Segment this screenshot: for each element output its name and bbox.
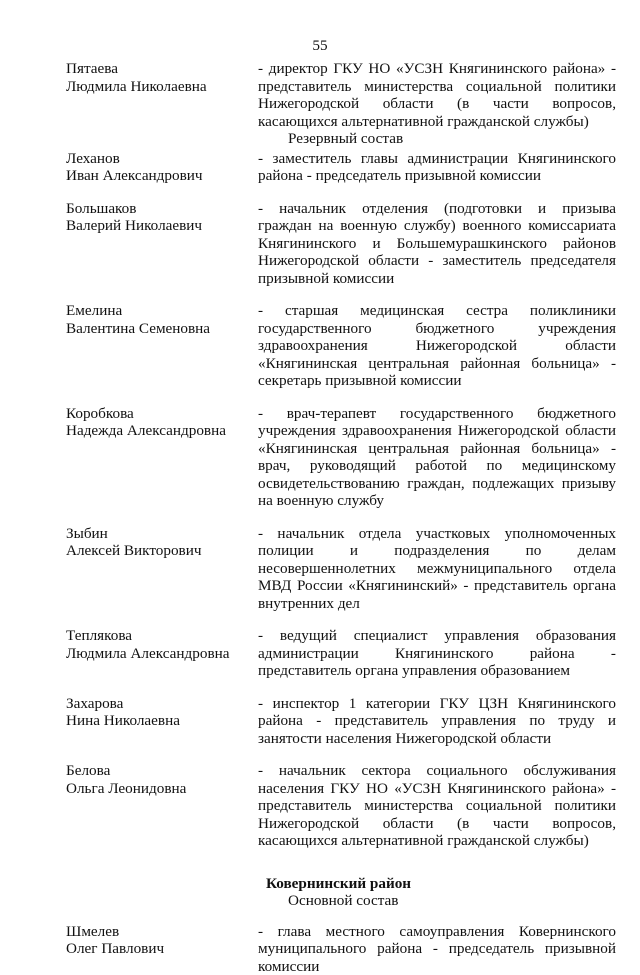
member-name	[66, 762, 258, 850]
member-given-names: Валентина Семеновна	[66, 320, 258, 338]
role-line: освидетельствованию граждан, подлежащих призыву	[258, 475, 616, 493]
role-line: несовершеннолетних межмуниципального отдела	[258, 560, 616, 578]
member-name	[66, 405, 258, 510]
role-line: граждан на военную службу) военного комиссариата	[258, 217, 616, 235]
role-line: Нижегородской области (в части вопросов,	[258, 95, 616, 113]
role-line: представитель министерства социальной политики	[258, 78, 616, 96]
role-line: комиссии	[258, 958, 616, 975]
role-line: района - представитель управления по труду и	[258, 712, 616, 730]
member-given-names: Алексей Викторович	[66, 542, 258, 560]
member-entry	[66, 302, 616, 390]
member-role	[258, 695, 616, 748]
member-entry	[66, 405, 616, 510]
role-line: представитель министерства социальной политики	[258, 797, 616, 815]
member-role	[258, 302, 616, 390]
role-line: врач, руководящий работой по медицинскому	[258, 457, 616, 475]
role-line: - начальник отделения (подготовки и призыва	[258, 200, 616, 218]
member-role	[258, 525, 616, 613]
member-given-names: Надежда Александровна	[66, 422, 258, 440]
role-line: - директор ГКУ НО «УСЗН Княгининского района» -	[258, 60, 616, 78]
role-line: «Княгининская центральная районная больница» -	[258, 440, 616, 458]
role-line: - начальник сектора социального обслуживания	[258, 762, 616, 780]
member-name	[66, 150, 258, 185]
role-line: представитель органа управления образованием	[258, 662, 616, 680]
member-name	[66, 627, 258, 680]
member-surname: Шмелев	[66, 923, 258, 941]
member-surname: Большаков	[66, 200, 258, 218]
role-line: призывной комиссии	[258, 270, 616, 288]
member-surname: Теплякова	[66, 627, 258, 645]
member-name	[66, 200, 258, 288]
role-line: администрации Княгининского района -	[258, 645, 616, 663]
member-surname: Пятаева	[66, 60, 258, 78]
member-role	[258, 150, 616, 185]
member-entry	[66, 200, 616, 288]
member-role	[258, 405, 616, 510]
member-role	[258, 200, 616, 288]
role-line: населения ГКУ НО «УСЗН Княгининского района» -	[258, 780, 616, 798]
role-line: - инспектор 1 категории ГКУ ЦЗН Княгининского	[258, 695, 616, 713]
member-entry	[66, 627, 616, 680]
role-line: внутренних дел	[258, 595, 616, 613]
role-line: муниципального района - председатель призывной	[258, 940, 616, 958]
member-role	[258, 627, 616, 680]
role-line: - старшая медицинская сестра поликлиники	[258, 302, 616, 320]
composition-heading: Основной состав	[288, 892, 616, 910]
role-line: здравоохранения Нижегородской области	[258, 337, 616, 355]
member-role	[258, 60, 616, 130]
member-given-names: Нина Николаевна	[66, 712, 258, 730]
member-given-names: Ольга Леонидовна	[66, 780, 258, 798]
role-line: Нижегородской области - заместитель председателя	[258, 252, 616, 270]
member-entry	[66, 923, 616, 975]
member-surname: Зыбин	[66, 525, 258, 543]
member-entry	[66, 60, 616, 130]
role-line: - врач-терапевт государственного бюджетного	[258, 405, 616, 423]
member-name	[66, 525, 258, 613]
member-role	[258, 762, 616, 850]
role-line: - заместитель главы администрации Княгининского	[258, 150, 616, 168]
role-line: МВД России «Княгининский» - представитель органа	[258, 577, 616, 595]
role-line: - глава местного самоуправления Ковернинского	[258, 923, 616, 941]
role-line: учреждения здравоохранения Нижегородской области	[258, 422, 616, 440]
member-entry	[66, 695, 616, 748]
member-given-names: Иван Александрович	[66, 167, 258, 185]
member-given-names: Валерий Николаевич	[66, 217, 258, 235]
member-name	[66, 302, 258, 390]
member-entry	[66, 762, 616, 850]
role-line: касающихся альтернативной гражданской службы)	[258, 113, 616, 131]
role-line: - ведущий специалист управления образования	[258, 627, 616, 645]
role-line: на военную службу	[258, 492, 616, 510]
member-surname: Белова	[66, 762, 258, 780]
member-surname: Коробкова	[66, 405, 258, 423]
role-line: Нижегородской области (в части вопросов,	[258, 815, 616, 833]
member-name	[66, 60, 258, 130]
role-line: государственного бюджетного учреждения	[258, 320, 616, 338]
member-surname: Леханов	[66, 150, 258, 168]
role-line: занятости населения Нижегородской области	[258, 730, 616, 748]
role-line: - начальник отдела участковых уполномоченных	[258, 525, 616, 543]
member-surname: Захарова	[66, 695, 258, 713]
member-role	[258, 923, 616, 975]
member-name	[66, 695, 258, 748]
page-number: 55	[0, 37, 640, 55]
member-given-names: Олег Павлович	[66, 940, 258, 958]
district-title: Ковернинский район	[266, 875, 616, 893]
role-line: «Княгининская центральная районная больница» -	[258, 355, 616, 373]
member-entry	[66, 525, 616, 613]
composition-heading: Резервный состав	[288, 130, 616, 148]
member-given-names: Людмила Николаевна	[66, 78, 258, 96]
member-surname: Емелина	[66, 302, 258, 320]
member-name	[66, 923, 258, 975]
role-line: секретарь призывной комиссии	[258, 372, 616, 390]
role-line: касающихся альтернативной гражданской службы)	[258, 832, 616, 850]
document-body	[66, 60, 616, 975]
role-line: Княгининского и Большемурашкинского районов	[258, 235, 616, 253]
member-entry	[66, 150, 616, 185]
member-given-names: Людмила Александровна	[66, 645, 258, 663]
role-line: района - председатель призывной комиссии	[258, 167, 616, 185]
role-line: полиции и подразделения по делам	[258, 542, 616, 560]
